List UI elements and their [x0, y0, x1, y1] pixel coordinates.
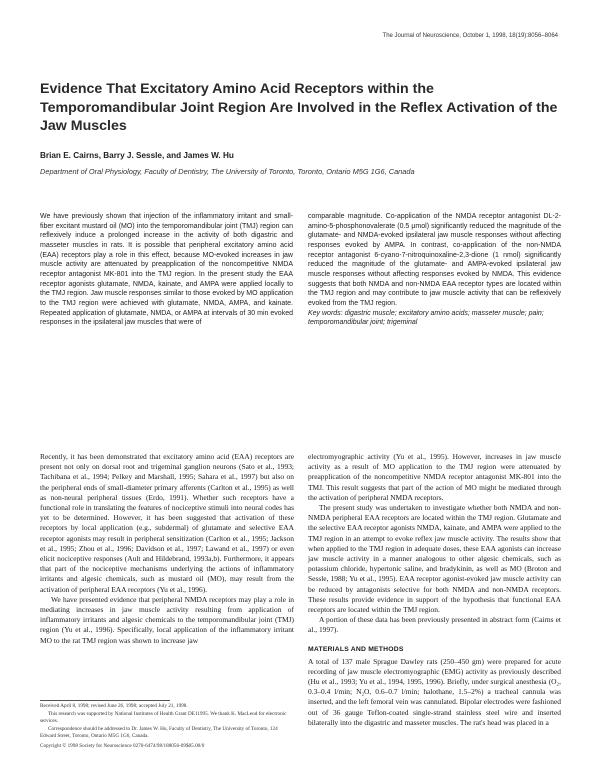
body-paragraph: electromyographic activity (Yu et al., 1995). However, increases in jaw muscle activity as a result of MO application to the TMJ region were attenuated by preapplication of the noncompetitive NMDA receptor antagonist MK-801 into the TMJ. This result suggests that part of the action of MO might be mediated through the activation of peripheral NMDA receptors. [308, 452, 561, 502]
article-title: Evidence That Excitatory Amino Acid Receptors within the Temporomandibular Joint Region Are Involved in the Reflex Activation of the Jaw Muscles [40, 81, 558, 135]
abstract-left-column [40, 212, 293, 328]
affiliation: Department of Oral Physiology, Faculty of Dentistry, The University of Toronto, Toronto, Ontario M5G 1G6, Canada [40, 167, 415, 176]
footnote-copyright: Copyright © 1998 Society for Neuroscience 0270-6474/98/188056-09$05.00/0 [40, 742, 205, 749]
footnotes [40, 703, 294, 750]
body-paragraph: Recently, it has been demonstrated that excitatory amino acid (EAA) receptors are present not only on dorsal root and trigeminal ganglion neurons (Sato et al., 1993; Tachibana et al., 1994; Pelkey and Marshall, 1995; Sahara et al., 1997) but also on the peripheral ends of small-diameter primary afferents (Carlton et al., 1995) as well as non-neural peripheral tissues (Erdo, 1991). Whether such receptors have a functional role in translating the features of nociceptive stimuli into neural codes has yet to be determined. However, it has been suggested that activation of these receptors by local application (e.g., subdermal) of glutamate and selective EAA receptor agonists may result in peripheral sensitization (Carlton et al., 1995; Jackson et al., 1995; Zhou et al., 1996; Davidson et al., 1997; Lawand et al., 1997) or even elicit nociceptive responses (Ault and Hildebrand, 1993a,b). Furthermore, it appears that part of the nociceptive mechanisms underlying the actions of inflammatory irritants and algesic chemicals, such as mustard oil (MO), may result from the activation of peripheral EAA receptors (Yu et al., 1996). [40, 452, 294, 594]
footnote-correspondence: Correspondence should be addressed to Dr. James W. Hu, Faculty of Dentistry, The University of Toronto, 124 Edward Street, Toronto, Ontario M5G 1G6, Canada. [40, 725, 278, 740]
abstract-right-column [308, 212, 561, 328]
footnote-received: Received April 8, 1998; revised June 26, 1998; accepted July 21, 1998. [40, 703, 188, 709]
body-right-column [308, 452, 561, 728]
section-heading: MATERIALS AND METHODS [308, 645, 404, 653]
body-paragraph: A portion of these data has been previously presented in abstract form (Cairns et al., 1997). [308, 615, 561, 635]
abstract-text-right: comparable magnitude. Co-application of the NMDA receptor antagonist DL-2-amino-5-phosphonovalerate (0.5 μmol) significantly reduced the magnitude of the glutamate- and NMDA-evoked ipsilateral jaw muscle responses without affecting responses evoked by AMPA. In contrast, co-application of the non-NMDA receptor antagonist 6-cyano-7-nitroquinoxaline-2,3-dione (1 nmol) significantly reduced the magnitude of the glutamate- and AMPA-evoked ipsilateral jaw muscle responses without affecting responses evoked by NMDA. This evidence suggests that both NMDA and non-NMDA EAA receptor types are located within the TMJ region and may contribute to jaw muscle activity that can be reflexively evoked from the TMJ region. [308, 213, 561, 307]
authors: Brian E. Cairns, Barry J. Sessle, and James W. Hu [40, 151, 234, 160]
footnote-support: This research was supported by National Institutes of Health Grant DE11995. We thank K. MacLeod for electronic services. [40, 710, 287, 725]
abstract-text-left: We have previously shown that injection of the inflammatory irritant and small-fiber excitant mustard oil (MO) into the temporomandibular joint (TMJ) region can reflexively induce a prolonged increase in the activity of both digastric and masseter muscles in rats. It is possible that peripheral excitatory amino acid (EAA) receptors play a role in this effect, because MO-evoked increases in jaw muscle activity are attenuated by preapplication of the noncompetitive NMDA receptor antagonist MK-801 into the TMJ region. In the present study the EAA receptor agonists glutamate, NMDA, kainate, and AMPA were applied locally to the TMJ region. Jaw muscle responses similar to those evoked by MO application to the TMJ region were achieved with glutamate, NMDA, AMPA, and kainate. Repeated application of glutamate, NMDA, or AMPA at intervals of 30 min evoked responses in the ipsilateral jaw muscles that were of [40, 213, 293, 327]
body-paragraph: We have presented evidence that peripheral NMDA receptors may play a role in mediating increases in jaw muscle activity resulting from application of inflammatory irritants and algesic chemicals to the temporomandibular joint (TMJ) region (Yu et al., 1996). Specifically, local application of the inflammatory irritant MO to the rat TMJ region was shown to increase jaw [40, 594, 294, 645]
footnote-divider [40, 700, 170, 701]
body-left-column [40, 452, 294, 646]
methods-paragraph: A total of 137 male Sprague Dawley rats (250–450 gm) were prepared for acute recording of jaw muscle electromyographic (EMG) activity as previously described (Hu et al., 1993; Yu et al., 1994, 1995, 1996). Briefly, under surgical anesthesia (O₂, 0.3–0.4 l/min; N₂O, 0.6–0.7 l/min; halothane, 1.5–2%) a tracheal cannula was inserted, and the left femoral vein was cannulated. Bipolar electrodes were fashioned out of 36 gauge Teflon-coated single-strand stainless steel wire and inserted bilaterally into the digastric and masseter muscles. The rat's head was placed in a [308, 656, 561, 727]
journal-header: The Journal of Neuroscience, October 1, 1998, 18(19):8056–8064 [382, 33, 558, 39]
body-paragraph: The present study was undertaken to investigate whether both NMDA and non-NMDA peripheral EAA receptors are located within the TMJ region. Glutamate and the selective EAA receptor agonists NMDA, kainate, and AMPA were applied to the TMJ region in an attempt to evoke reflex jaw muscle activity. The results show that when applied to the TMJ region in adequate doses, these EAA agonists can increase jaw muscle activity in a manner analogous to other algesic chemicals, such as potassium chloride, hypertonic saline, and bradykinin, as well as MO (Broton and Sessle, 1988; Yu et al., 1995). EAA receptor agonist-evoked jaw muscle activity can be reduced by antagonists selective for both NMDA and non-NMDA receptors. These results provide evidence in support of the hypothesis that functional EAA receptors are located within the TMJ region. [308, 503, 561, 615]
keywords: Key words: digastric muscle; excitatory amino acids; masseter muscle; pain; temporomandibular joint; trigeminal [308, 309, 544, 327]
